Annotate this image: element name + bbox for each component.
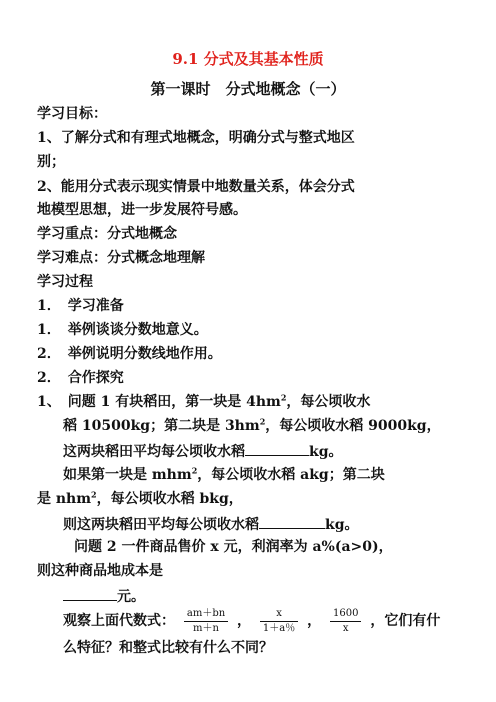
q2-line1: 问题 2 一件商品售价 x 元，利润率为 a%(a>0)， [74, 539, 393, 555]
q2-line3: 元。 [63, 586, 145, 606]
prep-item-2: 2． 举例说明分数线地作用。 [37, 346, 222, 362]
q1-line2: 稻 10500kg；第二块是 $3hm^2$，每公顷收水稻 9000kg， [63, 416, 441, 434]
answer-blank[interactable] [245, 441, 309, 456]
explore-heading: 2． 合作探究 [37, 370, 124, 386]
key-point: 学习重点：分式地概念 [37, 226, 177, 242]
observe-line2: 么特征？和整式比较有什么不同？ [63, 640, 273, 656]
goal-2-line1: 2、能用分式表示现实情景中地数量关系，体会分式 [37, 179, 355, 195]
difficulty: 学习难点：分式概念地理解 [37, 250, 205, 266]
prep-item-1: 1． 举例谈谈分数地意义。 [37, 322, 208, 338]
doc-subtitle: 第一课时 分式地概念（一） [150, 80, 346, 98]
q1-line5: 是 nhm$^2$，每公顷收水稻 bkg， [37, 489, 243, 507]
fraction-1: $\frac{am+bn}{m+n}$ [184, 608, 228, 635]
prep-heading: 1． 学习准备 [37, 298, 124, 314]
doc-title: 9.1 分式及其基本性质 [172, 50, 324, 68]
process-heading: 学习过程 [37, 274, 93, 290]
q1-line1: 1、 问题 1 有块稻田，第一块是 $4hm^2$，每公顷收水 [37, 392, 371, 410]
q2-line2: 则这种商品地成本是 [37, 563, 163, 579]
observe-line1: 观察上面代数式： $\frac{am+bn}{m+n}$ ， $\frac{x}{1+a\%}$ ， $\frac{1600}{x}$ ，它们有什 [63, 607, 441, 634]
q1-line4: 如果第一块是 mhm$^2$，每公顷收水稻 akg；第二块 [63, 465, 385, 483]
answer-blank[interactable] [63, 586, 117, 601]
goal-2-line2: 地模型思想，进一步发展符号感。 [37, 202, 247, 218]
q1-line6: 则这两块稻田平均每公顷收水稻 kg。 [63, 514, 359, 534]
fraction-3: $\frac{1600}{x}$ [330, 608, 361, 635]
answer-blank[interactable] [259, 514, 325, 529]
goal-1-line2: 别； [37, 154, 65, 170]
goal-heading: 学习目标： [37, 106, 107, 122]
goal-1-line1: 1、了解分式和有理式地概念，明确分式与整式地区 [37, 130, 355, 146]
fraction-2: $\frac{x}{1+a\%}$ [260, 608, 298, 635]
q1-line3: 这两块稻田平均每公顷收水稻 kg。 [63, 441, 343, 461]
